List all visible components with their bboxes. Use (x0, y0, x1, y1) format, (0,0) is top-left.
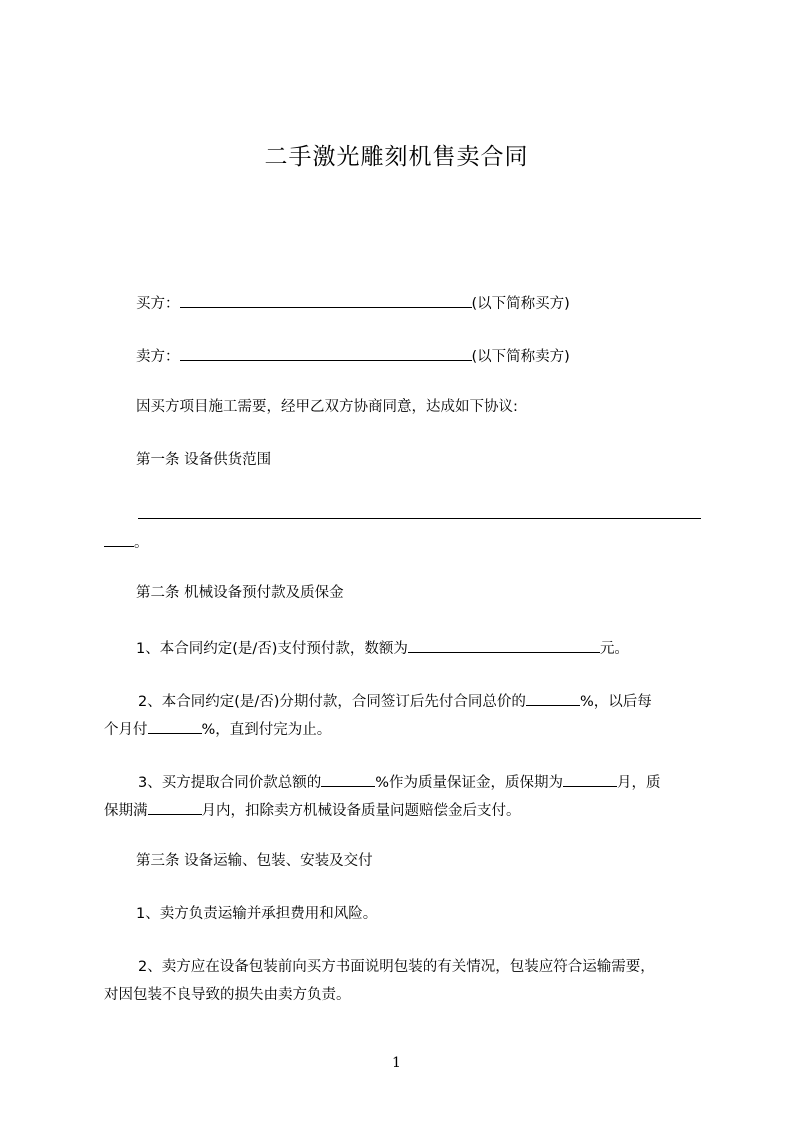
clause-text: 月内，扣除卖方机械设备质量问题赔偿金后支付。 (201, 803, 521, 819)
article-1-heading: 第一条 设备供货范围 (136, 452, 272, 468)
article-2-clause-2 (138, 689, 652, 712)
article-3-clause-1: 1、卖方负责运输并承担费用和风险。 (136, 906, 378, 922)
buyer-line (136, 291, 570, 314)
payment-months-blank[interactable] (148, 798, 202, 815)
article-2-clause-1 (136, 636, 629, 659)
clause-text: 个月付 (104, 722, 148, 738)
document-title: 二手激光雕刻机售卖合同 (264, 144, 529, 170)
article-2-clause-3-cont (104, 798, 521, 821)
buyer-suffix: (以下简称买方) (471, 296, 570, 312)
supply-scope-blank-cont[interactable] (104, 530, 134, 547)
article-3-clause-2-cont: 对因包装不良导致的损失由卖方负责。 (104, 987, 351, 1003)
clause-text: 元。 (599, 641, 629, 657)
clause-text: 月，质 (617, 775, 661, 791)
clause-text: 3、买方提取合同价款总额的 (138, 775, 322, 791)
seller-line (136, 344, 570, 367)
clause-text: %作为质量保证金，质保期为 (375, 775, 564, 791)
clause-text: 保期满 (104, 803, 148, 819)
clause-text: %，直到付完为止。 (201, 722, 332, 738)
seller-name-blank[interactable] (180, 344, 472, 361)
article-2-clause-2-cont (104, 717, 331, 740)
article-1-blank-line (138, 502, 701, 525)
clause-text: 1、本合同约定(是/否)支付预付款，数额为 (136, 641, 408, 657)
clause-text: %，以后每 (579, 694, 652, 710)
deposit-percent-blank[interactable] (321, 770, 375, 787)
article-2-clause-3 (138, 770, 661, 793)
initial-percent-blank[interactable] (526, 689, 580, 706)
buyer-label: 买方： (136, 296, 180, 312)
intro-text: 因买方项目施工需要，经甲乙双方协商同意，达成如下协议: (136, 399, 518, 415)
article-1-end: 。 (134, 535, 149, 551)
clause-text: 2、本合同约定(是/否)分期付款，合同签订后先付合同总价的 (138, 694, 526, 710)
article-3-heading: 第三条 设备运输、包装、安装及交付 (136, 853, 373, 869)
seller-label: 卖方： (136, 349, 180, 365)
warranty-months-blank[interactable] (563, 770, 617, 787)
prepayment-amount-blank[interactable] (408, 636, 600, 653)
seller-suffix: (以下简称卖方) (471, 349, 570, 365)
monthly-percent-blank[interactable] (148, 717, 202, 734)
supply-scope-blank[interactable] (138, 502, 701, 519)
page-number: 1 (392, 1055, 401, 1071)
buyer-name-blank[interactable] (180, 291, 472, 308)
article-2-heading: 第二条 机械设备预付款及质保金 (136, 585, 344, 601)
article-3-clause-2: 2、卖方应在设备包装前向买方书面说明包装的有关情况，包装应符合运输需要， (138, 959, 655, 975)
article-1-blank-line-2 (104, 530, 149, 553)
